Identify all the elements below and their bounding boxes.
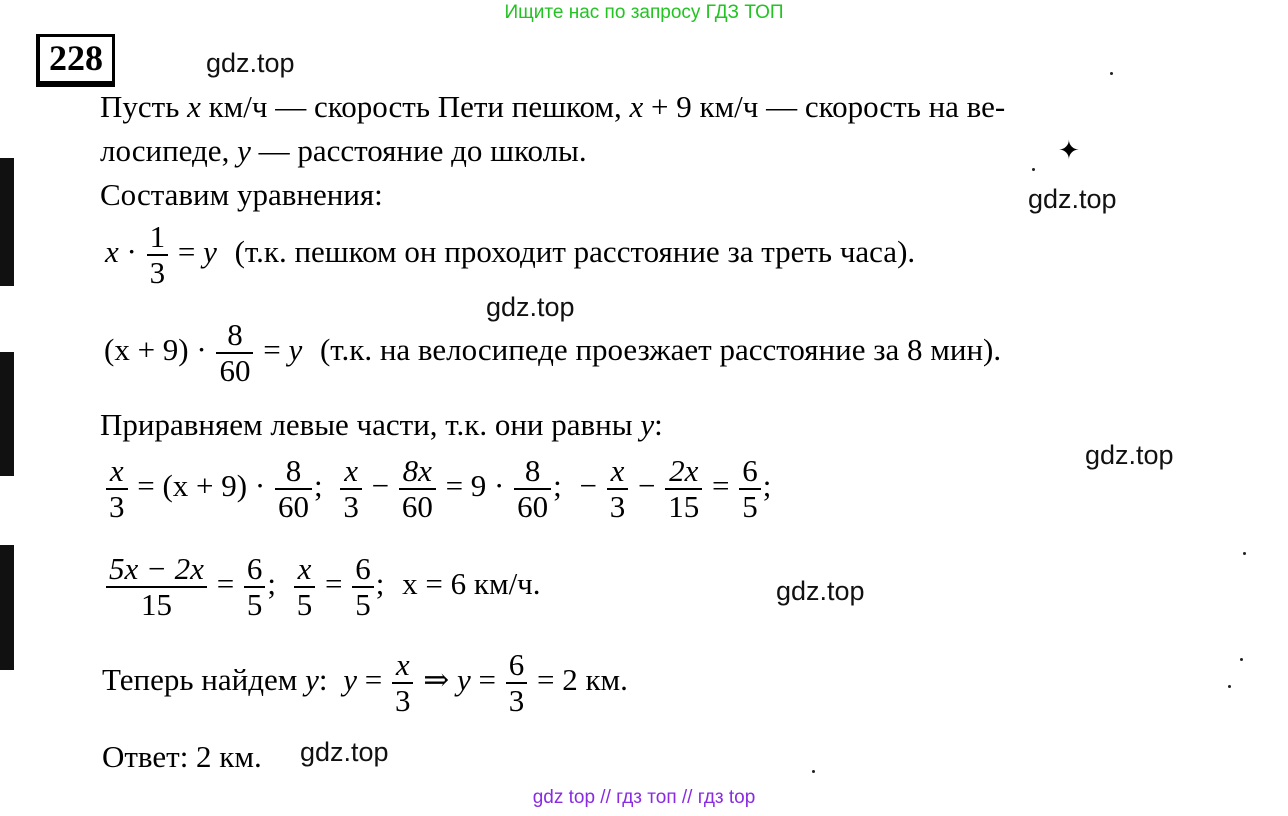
scan-speck	[1110, 72, 1113, 75]
text-line-2: лосипеде, y — расстояние до школы.	[100, 133, 587, 168]
fraction: $\frac{2x}{15}$	[665, 454, 702, 524]
scan-edge-mark	[0, 352, 14, 476]
fraction: $\frac{x}{5}$	[294, 552, 316, 622]
watermark: gdz.top	[1085, 440, 1174, 470]
watermark: gdz.top	[1028, 184, 1117, 214]
watermark: gdz.top	[206, 48, 295, 78]
fraction: $\frac{x}{3}$	[392, 648, 414, 718]
fraction: $\frac{1}{3}$	[147, 220, 169, 290]
scan-edge-mark	[0, 545, 14, 670]
text-line-6: Приравняем левые части, т.к. они равны y:	[100, 407, 663, 442]
fraction: $\frac{x}{3}$	[106, 454, 128, 524]
fraction: $\frac{8}{60}$	[275, 454, 312, 524]
equation-3: $\frac{x}{3}$ = (x + 9) · $\frac{8}{60}$ ; $\frac{x}{3}$ − $\frac{8x}{60}$ = 9 · $\frac{8}{60}$ ; − $\frac{x}{3}$ − $\frac{2x}{15}$ = $\frac{6}{5}$ ;	[104, 454, 771, 524]
text-line-1: Пусть x км/ч — скорость Пети пешком, x + 9 км/ч — скорость на ве-	[100, 89, 1006, 124]
fraction: $\frac{6}{5}$	[739, 454, 761, 524]
scan-speck	[1240, 658, 1243, 661]
scan-speck	[1243, 552, 1246, 555]
scan-blot-icon: ✦	[1058, 136, 1080, 165]
watermark: gdz.top	[776, 576, 865, 606]
scan-speck	[812, 770, 815, 773]
scan-speck	[1228, 685, 1231, 688]
fraction: $\frac{8}{60}$	[514, 454, 551, 524]
scan-speck	[1032, 168, 1035, 171]
watermark: gdz.top	[486, 292, 575, 322]
text-line-3: Составим уравнения:	[100, 177, 383, 212]
equation-2: (x + 9) · $\frac{8}{60}$ = y (т.к. на велосипеде проезжает расстояние за 8 мин).	[104, 317, 1002, 388]
fraction: $\frac{6}{5}$	[244, 552, 266, 622]
fraction: $\frac{8}{60}$	[216, 318, 253, 388]
fraction: $\frac{6}{5}$	[352, 552, 374, 622]
answer: Ответ: 2 км.	[102, 739, 262, 774]
equation-1: x · $\frac{1}{3}$ = y (т.к. пешком он проходит расстояние за треть часа).	[105, 219, 916, 290]
fraction: $\frac{x}{3}$	[607, 454, 629, 524]
fraction: $\frac{5x - 2x}{15}$	[106, 552, 207, 622]
bottom-banner[interactable]: gdz top // гдз топ // гдз top	[532, 787, 756, 808]
task-number: 228	[36, 34, 115, 87]
equation-4: $\frac{5x - 2x}{15}$ = $\frac{6}{5}$ ; $\frac{x}{5}$ = $\frac{6}{5}$ ; x = 6 км/ч.	[104, 552, 541, 622]
text-line-9: Теперь найдем y: y = $\frac{x}{3}$ ⇒ y = $\frac{6}{3}$ = 2 км.	[102, 647, 628, 718]
fraction: $\frac{8x}{60}$	[399, 454, 436, 524]
fraction: $\frac{x}{3}$	[340, 454, 362, 524]
scan-edge-mark	[0, 158, 14, 286]
fraction: $\frac{6}{3}$	[506, 648, 528, 718]
watermark: gdz.top	[300, 737, 389, 767]
top-banner[interactable]: Ищите нас по запросу ГДЗ ТОП	[504, 2, 784, 23]
